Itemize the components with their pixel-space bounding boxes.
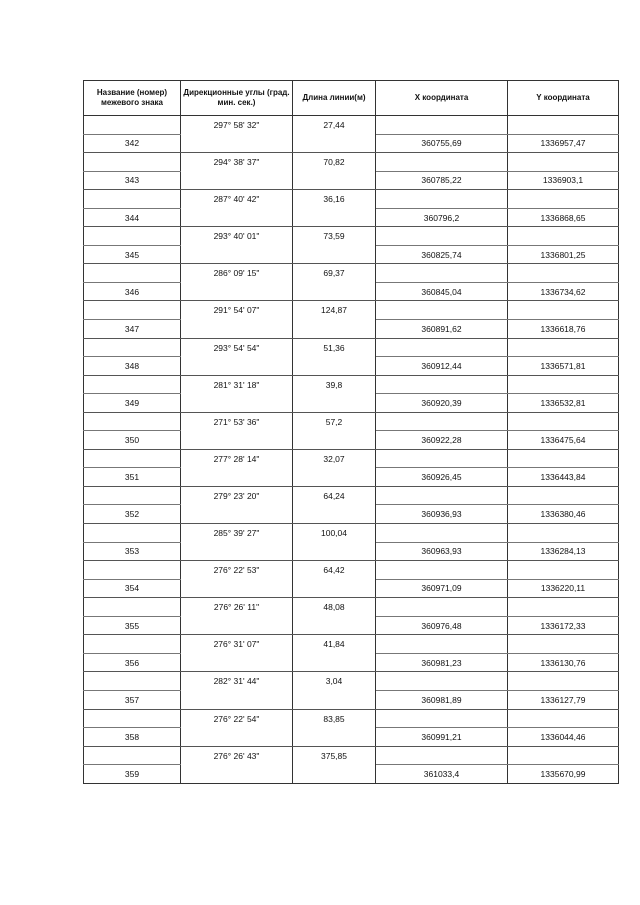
y-coordinate: 1336443,84 [508, 468, 619, 487]
direction-angle: 276° 22' 53" [181, 561, 293, 580]
segment-row [84, 116, 619, 135]
x-coordinate: 361033,4 [376, 765, 508, 784]
empty-cell [293, 245, 376, 264]
point-row [84, 579, 619, 598]
line-length: 69,37 [293, 264, 376, 283]
boundary-mark-name: 350 [84, 431, 181, 450]
segment-row [84, 746, 619, 765]
point-row [84, 468, 619, 487]
boundary-mark-name: 353 [84, 542, 181, 561]
empty-cell [181, 431, 293, 450]
segment-row [84, 190, 619, 209]
boundary-mark-name: 355 [84, 616, 181, 635]
direction-angle: 293° 40' 01" [181, 227, 293, 246]
empty-cell [376, 190, 508, 209]
segment-row [84, 486, 619, 505]
empty-cell [293, 653, 376, 672]
empty-cell [84, 153, 181, 172]
empty-cell [84, 375, 181, 394]
direction-angle: 276° 26' 11" [181, 598, 293, 617]
y-coordinate: 1336571,81 [508, 357, 619, 376]
empty-cell [84, 561, 181, 580]
empty-cell [181, 245, 293, 264]
segment-row [84, 227, 619, 246]
segment-row [84, 524, 619, 543]
empty-cell [181, 468, 293, 487]
direction-angle: 276° 31' 07" [181, 635, 293, 654]
boundary-mark-name: 345 [84, 245, 181, 264]
x-coordinate: 360920,39 [376, 394, 508, 413]
empty-cell [293, 690, 376, 709]
point-row [84, 245, 619, 264]
empty-cell [508, 227, 619, 246]
point-row [84, 542, 619, 561]
y-coordinate: 1336127,79 [508, 690, 619, 709]
point-row [84, 357, 619, 376]
y-coordinate: 1336130,76 [508, 653, 619, 672]
line-length: 39,8 [293, 375, 376, 394]
direction-angle: 286° 09' 15" [181, 264, 293, 283]
empty-cell [181, 690, 293, 709]
point-row [84, 616, 619, 635]
line-length: 57,2 [293, 412, 376, 431]
header-y: Y координата [508, 81, 619, 116]
x-coordinate: 360825,74 [376, 245, 508, 264]
empty-cell [181, 505, 293, 524]
direction-angle: 297° 58' 32" [181, 116, 293, 135]
line-length: 73,59 [293, 227, 376, 246]
direction-angle: 287° 40' 42" [181, 190, 293, 209]
boundary-mark-name: 347 [84, 320, 181, 339]
empty-cell [376, 672, 508, 691]
y-coordinate: 1336172,33 [508, 616, 619, 635]
line-length: 70,82 [293, 153, 376, 172]
line-length: 48,08 [293, 598, 376, 617]
direction-angle: 277° 28' 14" [181, 449, 293, 468]
direction-angle: 279° 23' 20" [181, 486, 293, 505]
empty-cell [293, 134, 376, 153]
empty-cell [508, 153, 619, 172]
empty-cell [508, 672, 619, 691]
empty-cell [293, 728, 376, 747]
line-length: 64,24 [293, 486, 376, 505]
line-length: 51,36 [293, 338, 376, 357]
boundary-mark-name: 349 [84, 394, 181, 413]
direction-angle: 276° 26' 43" [181, 746, 293, 765]
segment-row [84, 449, 619, 468]
line-length: 27,44 [293, 116, 376, 135]
segment-row [84, 598, 619, 617]
empty-cell [376, 635, 508, 654]
empty-cell [293, 394, 376, 413]
y-coordinate: 1336380,46 [508, 505, 619, 524]
table-header-row [84, 81, 619, 116]
segment-row [84, 672, 619, 691]
point-row [84, 282, 619, 301]
x-coordinate: 360796,2 [376, 208, 508, 227]
segment-row [84, 375, 619, 394]
point-row [84, 431, 619, 450]
point-row [84, 208, 619, 227]
empty-cell [508, 561, 619, 580]
x-coordinate: 360891,62 [376, 320, 508, 339]
empty-cell [508, 190, 619, 209]
empty-cell [376, 375, 508, 394]
empty-cell [181, 653, 293, 672]
line-length: 32,07 [293, 449, 376, 468]
boundary-mark-name: 357 [84, 690, 181, 709]
boundary-mark-name: 342 [84, 134, 181, 153]
empty-cell [293, 431, 376, 450]
empty-cell [293, 171, 376, 190]
line-length: 64,42 [293, 561, 376, 580]
segment-row [84, 153, 619, 172]
empty-cell [508, 301, 619, 320]
header-name: Название (номер) межевого знака [84, 81, 181, 116]
empty-cell [293, 579, 376, 598]
boundary-coordinates-table [83, 80, 619, 784]
empty-cell [84, 190, 181, 209]
empty-cell [181, 579, 293, 598]
empty-cell [508, 375, 619, 394]
x-coordinate: 360912,44 [376, 357, 508, 376]
empty-cell [84, 486, 181, 505]
boundary-mark-name: 346 [84, 282, 181, 301]
segment-row [84, 709, 619, 728]
empty-cell [181, 171, 293, 190]
empty-cell [181, 765, 293, 784]
empty-cell [508, 598, 619, 617]
x-coordinate: 360845,04 [376, 282, 508, 301]
empty-cell [181, 320, 293, 339]
empty-cell [293, 208, 376, 227]
empty-cell [508, 746, 619, 765]
line-length: 41,84 [293, 635, 376, 654]
point-row [84, 505, 619, 524]
x-coordinate: 360922,28 [376, 431, 508, 450]
direction-angle: 293° 54' 54" [181, 338, 293, 357]
empty-cell [376, 264, 508, 283]
empty-cell [376, 486, 508, 505]
empty-cell [181, 208, 293, 227]
y-coordinate: 1336044,46 [508, 728, 619, 747]
empty-cell [84, 338, 181, 357]
x-coordinate: 360785,22 [376, 171, 508, 190]
segment-row [84, 301, 619, 320]
direction-angle: 282° 31' 44" [181, 672, 293, 691]
segment-row [84, 561, 619, 580]
y-coordinate: 1336284,13 [508, 542, 619, 561]
segment-row [84, 264, 619, 283]
empty-cell [376, 116, 508, 135]
y-coordinate: 1336532,81 [508, 394, 619, 413]
x-coordinate: 360926,45 [376, 468, 508, 487]
boundary-mark-name: 348 [84, 357, 181, 376]
direction-angle: 281° 31' 18" [181, 375, 293, 394]
empty-cell [508, 524, 619, 543]
y-coordinate: 1336618,76 [508, 320, 619, 339]
table-body [84, 116, 619, 784]
empty-cell [84, 116, 181, 135]
empty-cell [84, 524, 181, 543]
point-row [84, 171, 619, 190]
direction-angle: 285° 39' 27" [181, 524, 293, 543]
empty-cell [181, 134, 293, 153]
empty-cell [84, 301, 181, 320]
empty-cell [181, 616, 293, 635]
empty-cell [84, 412, 181, 431]
point-row [84, 690, 619, 709]
empty-cell [84, 598, 181, 617]
direction-angle: 276° 22' 54" [181, 709, 293, 728]
y-coordinate: 1336903,1 [508, 171, 619, 190]
empty-cell [181, 357, 293, 376]
empty-cell [84, 449, 181, 468]
segment-row [84, 635, 619, 654]
empty-cell [376, 524, 508, 543]
empty-cell [181, 728, 293, 747]
empty-cell [508, 449, 619, 468]
direction-angle: 291° 54' 07" [181, 301, 293, 320]
empty-cell [508, 486, 619, 505]
boundary-mark-name: 358 [84, 728, 181, 747]
empty-cell [508, 709, 619, 728]
empty-cell [293, 505, 376, 524]
empty-cell [181, 542, 293, 561]
line-length: 83,85 [293, 709, 376, 728]
empty-cell [376, 449, 508, 468]
boundary-mark-name: 343 [84, 171, 181, 190]
segment-row [84, 412, 619, 431]
x-coordinate: 360971,09 [376, 579, 508, 598]
line-length: 375,85 [293, 746, 376, 765]
empty-cell [181, 282, 293, 301]
y-coordinate: 1336475,64 [508, 431, 619, 450]
empty-cell [293, 320, 376, 339]
segment-row [84, 338, 619, 357]
x-coordinate: 360991,21 [376, 728, 508, 747]
y-coordinate: 1336868,65 [508, 208, 619, 227]
empty-cell [84, 635, 181, 654]
empty-cell [84, 672, 181, 691]
empty-cell [376, 412, 508, 431]
line-length: 3,04 [293, 672, 376, 691]
header-length: Длина линии(м) [293, 81, 376, 116]
empty-cell [376, 338, 508, 357]
point-row [84, 134, 619, 153]
line-length: 36,16 [293, 190, 376, 209]
empty-cell [84, 227, 181, 246]
empty-cell [293, 765, 376, 784]
y-coordinate: 1336734,62 [508, 282, 619, 301]
empty-cell [376, 598, 508, 617]
empty-cell [181, 394, 293, 413]
x-coordinate: 360981,89 [376, 690, 508, 709]
empty-cell [508, 635, 619, 654]
empty-cell [376, 746, 508, 765]
empty-cell [508, 338, 619, 357]
empty-cell [84, 746, 181, 765]
boundary-mark-name: 351 [84, 468, 181, 487]
empty-cell [293, 616, 376, 635]
y-coordinate: 1336801,25 [508, 245, 619, 264]
point-row [84, 653, 619, 672]
line-length: 124,87 [293, 301, 376, 320]
direction-angle: 271° 53' 36" [181, 412, 293, 431]
x-coordinate: 360981,23 [376, 653, 508, 672]
empty-cell [293, 542, 376, 561]
boundary-mark-name: 344 [84, 208, 181, 227]
y-coordinate: 1335670,99 [508, 765, 619, 784]
empty-cell [293, 468, 376, 487]
empty-cell [376, 227, 508, 246]
boundary-mark-name: 354 [84, 579, 181, 598]
empty-cell [376, 301, 508, 320]
empty-cell [376, 561, 508, 580]
line-length: 100,04 [293, 524, 376, 543]
x-coordinate: 360936,93 [376, 505, 508, 524]
x-coordinate: 360755,69 [376, 134, 508, 153]
empty-cell [376, 709, 508, 728]
point-row [84, 728, 619, 747]
direction-angle: 294° 38' 37" [181, 153, 293, 172]
empty-cell [376, 153, 508, 172]
empty-cell [84, 709, 181, 728]
empty-cell [508, 264, 619, 283]
boundary-mark-name: 352 [84, 505, 181, 524]
empty-cell [84, 264, 181, 283]
point-row [84, 765, 619, 784]
empty-cell [293, 282, 376, 301]
boundary-mark-name: 356 [84, 653, 181, 672]
empty-cell [293, 357, 376, 376]
y-coordinate: 1336220,11 [508, 579, 619, 598]
header-x: X координата [376, 81, 508, 116]
x-coordinate: 360963,93 [376, 542, 508, 561]
point-row [84, 394, 619, 413]
boundary-mark-name: 359 [84, 765, 181, 784]
empty-cell [508, 412, 619, 431]
empty-cell [508, 116, 619, 135]
header-angle: Дирекционные углы (град. мин. сек.) [181, 81, 293, 116]
x-coordinate: 360976,48 [376, 616, 508, 635]
point-row [84, 320, 619, 339]
y-coordinate: 1336957,47 [508, 134, 619, 153]
